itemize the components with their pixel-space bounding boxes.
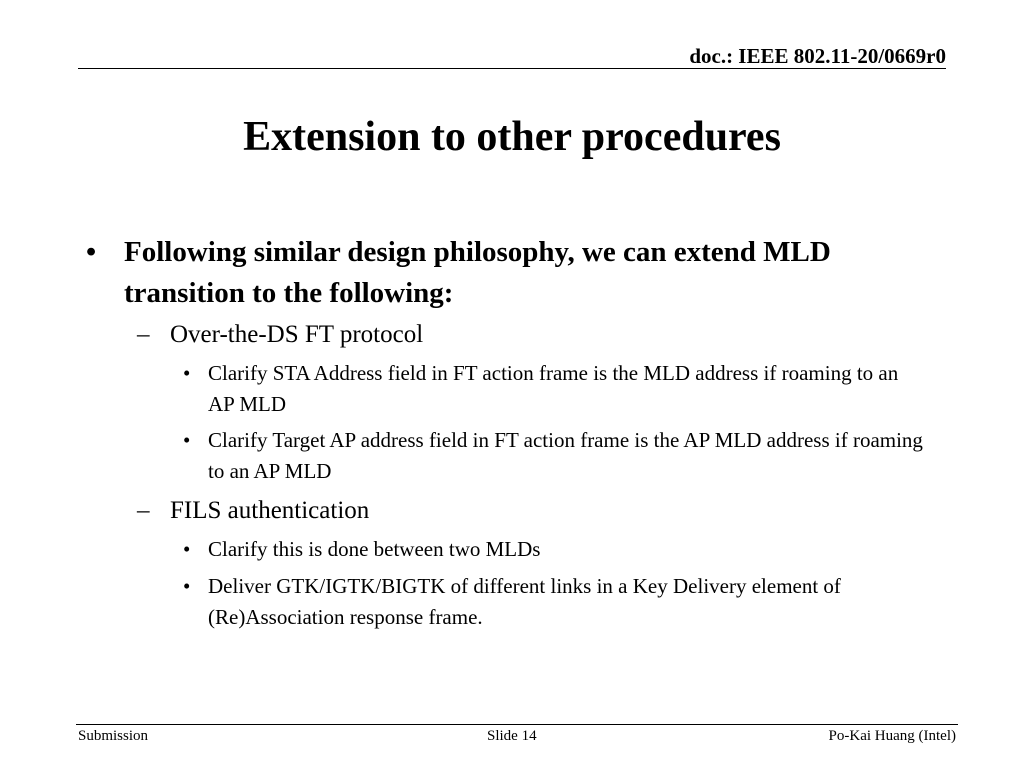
list-item: Clarify Target AP address field in FT action frame is the AP MLD address if roaming to an AP MLD: [208, 428, 923, 483]
header-divider: [78, 68, 946, 69]
footer-slide-number: Slide 14: [487, 728, 537, 744]
section-label: FILS authentication: [170, 497, 370, 524]
list-item: Clarify this is done between two MLDs: [208, 537, 541, 561]
footer-submission: Submission: [78, 728, 149, 744]
footer-divider: [76, 724, 958, 725]
bullet-icon: •: [183, 537, 191, 561]
document-id: doc.: IEEE 802.11-20/0669r0: [689, 44, 946, 68]
list-item: Clarify STA Address field in FT action frame is the MLD address if roaming to an AP MLD: [208, 361, 899, 416]
list-item: Deliver GTK/IGTK/BIGTK of different links in a Key Delivery element of (Re)Association response frame.: [208, 574, 841, 629]
section-label: Over-the-DS FT protocol: [170, 321, 424, 348]
bullet-icon: •: [183, 428, 191, 452]
bullet-icon: •: [183, 574, 191, 598]
bullet-icon: •: [86, 236, 97, 268]
footer-author: Po-Kai Huang (Intel): [828, 728, 956, 744]
slide-title: Extension to other procedures: [243, 114, 781, 160]
dash-icon: –: [137, 497, 150, 524]
bullet-icon: •: [183, 361, 191, 385]
main-bullet-text: Following similar design philosophy, we can extend MLD transition to the following:: [124, 236, 831, 309]
dash-icon: –: [137, 321, 150, 348]
